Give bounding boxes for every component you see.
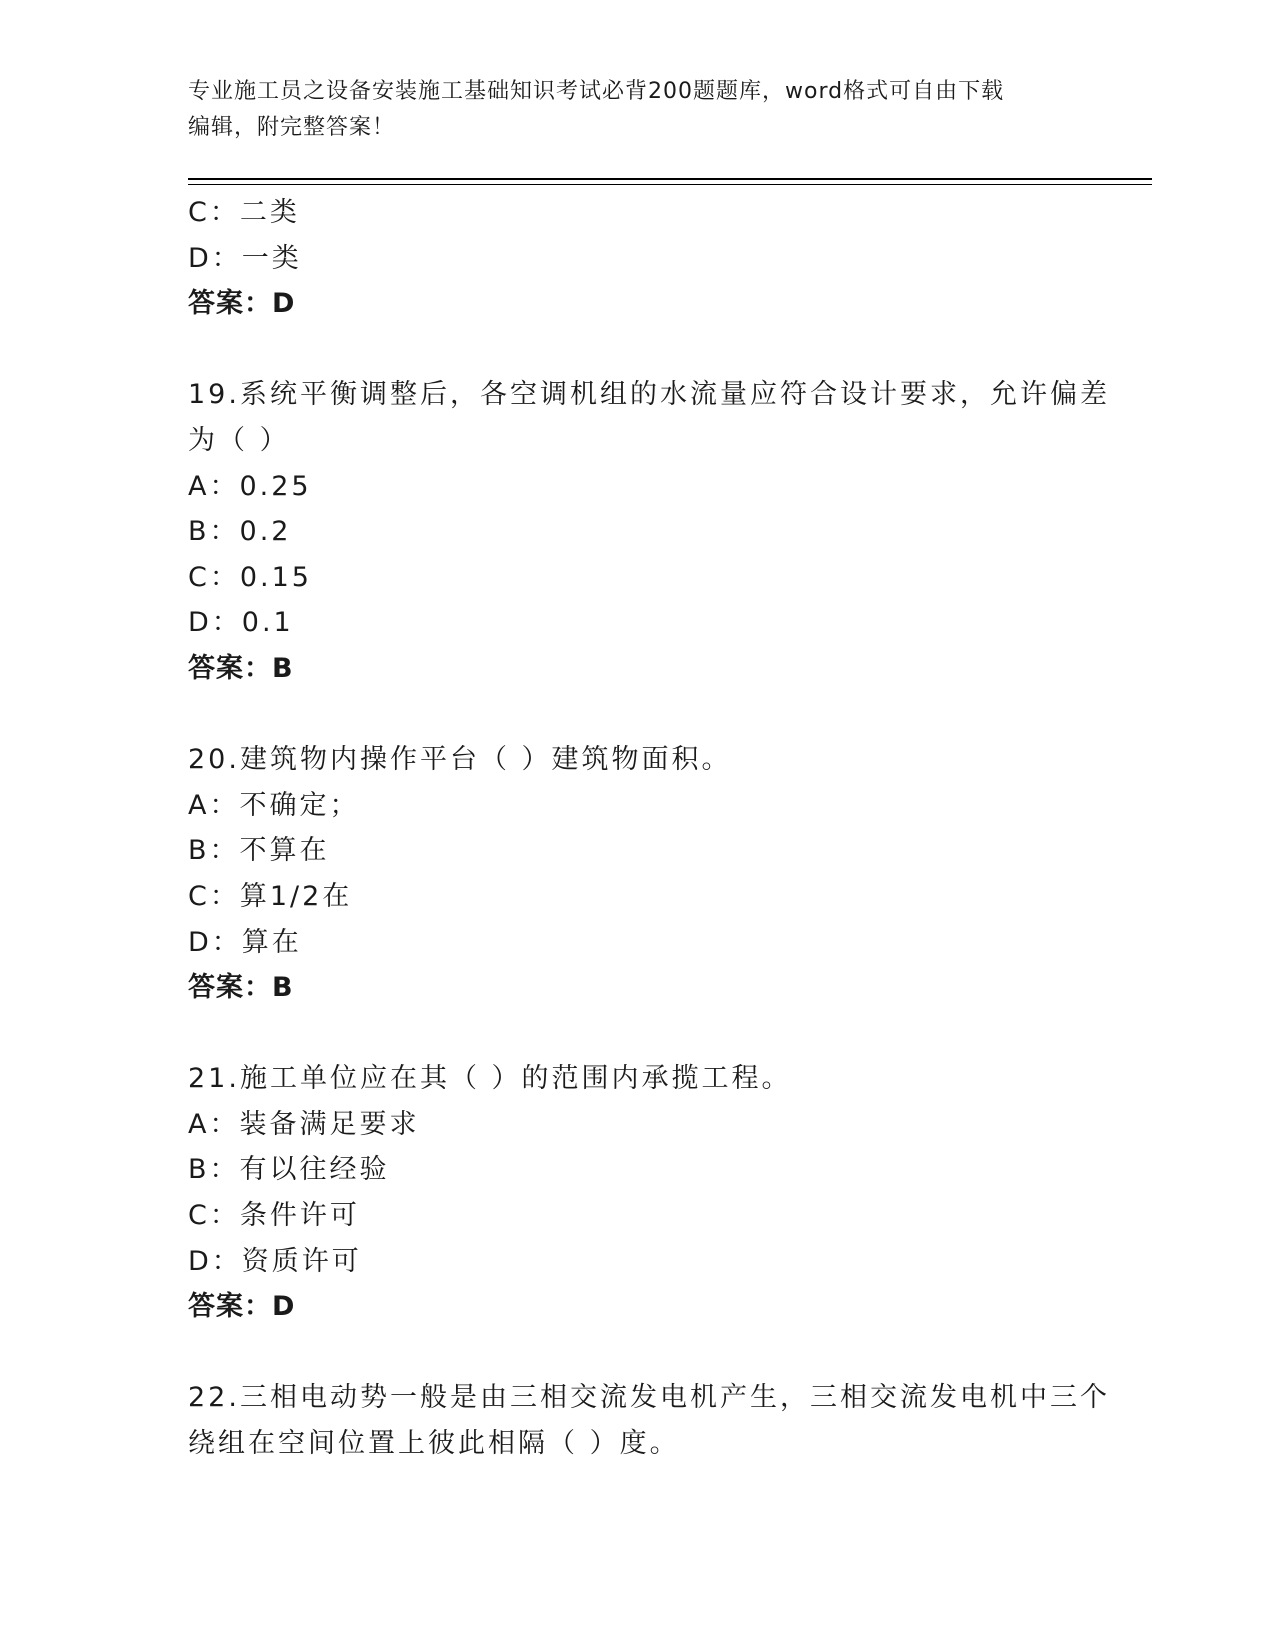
header-rule-thin [188,184,1152,185]
header-line-2: 编辑，附完整答案！ [188,115,396,140]
option-c: C：条件许可 [188,1200,360,1232]
answer: 答案：B [188,652,294,684]
question-text: 21.施工单位应在其（ ）的范围内承揽工程。 [188,1063,792,1095]
option-b: B：不算在 [188,835,330,867]
option-a: A：不确定； [188,789,360,821]
option-b: B：0.2 [188,516,292,548]
header-rule-thick [188,178,1152,180]
answer: 答案：B [188,972,294,1004]
option-a: A：0.25 [188,470,312,502]
option-c: C：算1/2在 [188,880,353,912]
spacer [188,1330,1088,1376]
spacer [188,692,1088,738]
option-d: D：0.1 [188,607,294,639]
option-c: C：0.15 [188,561,312,593]
spacer [188,1011,1088,1057]
question-text: 为（ ） [188,424,290,456]
answer: 答案：D [188,1291,296,1323]
question-text: 20.建筑物内操作平台（ ）建筑物面积。 [188,744,732,776]
option-d: D：资质许可 [188,1245,362,1277]
option-d: D：算在 [188,926,302,958]
option-a: A：装备满足要求 [188,1108,420,1140]
document-header [188,74,1088,146]
header-line-1: 专业施工员之设备安装施工基础知识考试必背200题题库，word格式可自由下载 [188,79,1005,104]
spacer [188,327,1088,373]
answer: 答案：D [188,288,296,320]
option-d: D：一类 [188,242,302,274]
option-b: B：有以往经验 [188,1154,390,1186]
question-text: 19.系统平衡调整后，各空调机组的水流量应符合设计要求，允许偏差 [188,379,1110,411]
question-text: 22.三相电动势一般是由三相交流发电机产生，三相交流发电机中三个 [188,1382,1110,1414]
document-body [188,190,1110,1467]
question-text: 绕组在空间位置上彼此相隔（ ）度。 [188,1428,680,1460]
option-c: C：二类 [188,197,300,228]
